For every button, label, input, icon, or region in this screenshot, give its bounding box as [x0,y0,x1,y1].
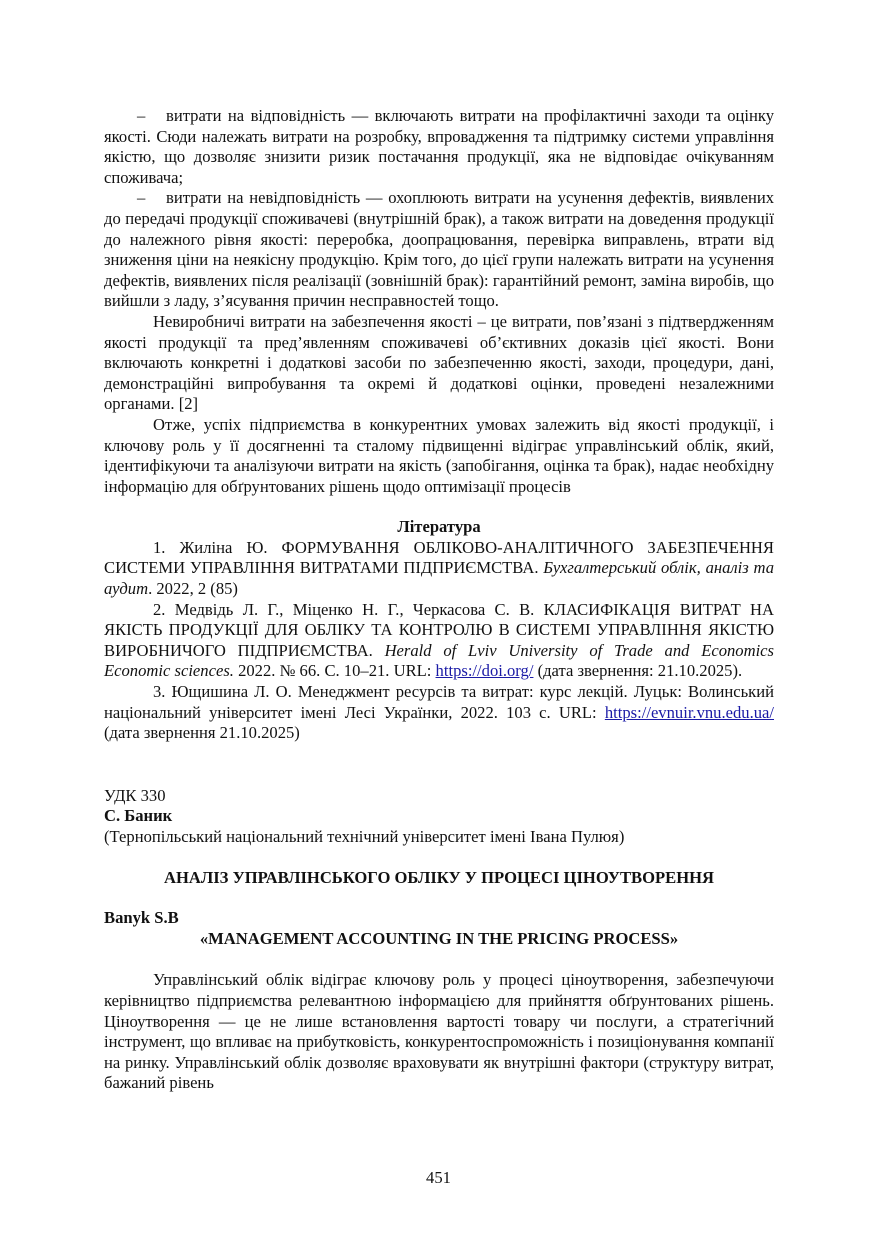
reference-tail: . 2022, 2 (85) [148,579,238,599]
reference-journal: Herald of Lviv University of Trade and Economics Economic sciences. [104,640,775,681]
bullet-text: витрати на невідповідність — охоплюють витрати на усунення дефектів, виявлених до передачі продукції споживачеві (внутрішній брак), а також витрати на доведення продукції до належного рівня якості: переробка, доопрацювання, перевірка виправлень, втрати від зниження ціни на неякісну продукцію. Крім того, до цієї групи належать витрати на усунення дефектів, виявлених після реалізації (зовнішній брак): гарантійний ремонт, заміна виробів, що вийшли з ладу, з’ясування причин несправностей тощо. [104,188,774,311]
article-title-uk: АНАЛІЗ УПРАВЛІНСЬКОГО ОБЛІКУ У ПРОЦЕСІ ЦІНОУТВОРЕННЯ [163,867,715,887]
reference-main: 1. Жиліна Ю. ФОРМУВАННЯ ОБЛІКОВО-АНАЛІТИЧНОГО ЗАБЕЗПЕЧЕННЯ СИСТЕМИ УПРАВЛІННЯ ВИТРАТАМИ ПІДПРИЄМСТВА. [104,537,774,578]
bullet-item-nonconformance-costs [104,188,774,312]
bullet-item-conformance-costs [104,106,774,188]
article-title-en: «MANAGEMENT ACCOUNTING IN THE PRICING PROCESS» [199,928,679,948]
author-name-uk: С. Баник [104,806,173,826]
dash-marker: – [137,188,146,208]
reference-tail: 2022. № 66. С. 10–21. URL: [233,661,436,681]
author-name-en: Banyk S.B [104,908,179,928]
reference-item [104,538,774,600]
bullet-text: витрати на відповідність — включають витрати на профілактичні заходи та оцінку якості. Сюди належать витрати на розробку, впровадження та підтримку системи управління якістю, що дозволяє знизити ризик постачання продукції, яка не відповідає очікуванням споживача; [104,106,774,187]
author-affiliation: (Тернопільський національний технічний університет імені Івана Пулюя) [104,827,625,846]
udk-code: УДК 330 [104,785,166,805]
reference-item [104,682,774,744]
body-paragraph: Невиробничі витрати на забезпечення якості – це витрати, пов’язані з підтвердженням якості продукції та пред’явленням споживачеві об’єктивних доказів цієї якості. Вони включають конкретні і додаткові засоби по забезпеченню якості, заходи, процедури, дані, демонстраційні випробування та окремі й додаткові оцінки, проведені незалежними органами. [2] [104,311,774,414]
reference-url-link[interactable]: https://evnuir.vnu.edu.ua/ [604,702,774,722]
article-body-paragraph: Управлінський облік відіграє ключову роль у процесі ціноутворення, забезпечуючи керівництво підприємства релевантною інформацією для прийняття обґрунтованих рішень. Ціноутворення — це не лише встановлення вартості товару чи послуги, а стратегічний інструмент, що впливає на прибутковість, конкурентоспроможність і позиціонування компанії на ринку. Управлінський облік дозволяє враховувати як внутрішні фактори (структуру витрат, бажаний рівень [104,970,774,1093]
reference-item [104,600,774,682]
page-number: 451 [426,1168,451,1187]
document-page [104,106,774,1094]
reference-main: 3. Ющишина Л. О. Менеджмент ресурсів та витрат: курс лекцій. Луцьк: Волинський національний університет імені Лесі Українки, 2022. 103 с. URL: [104,682,774,722]
reference-access-date: (дата звернення: 21.10.2025). [533,661,743,681]
body-paragraph: Отже, успіх підприємства в конкурентних умовах залежить від якості продукції, і ключову роль у її досягненні та сталому підвищенні відіграє управлінський облік, який, ідентифікуючи та аналізуючи витрати на якість (запобігання, оцінка та брак), надає необхідну інформацію для обґрунтованих рішень щодо оптимізації процесів [104,414,774,496]
dash-marker: – [137,106,146,125]
reference-access-date: (дата звернення 21.10.2025) [104,723,300,743]
reference-main: 2. Медвідь Л. Г., Міценко Н. Г., Черкасова С. В. КЛАСИФІКАЦІЯ ВИТРАТ НА ЯКІСТЬ ПРОДУКЦІЇ ДЛЯ ОБЛІКУ ТА КОНТРОЛЮ В СИСТЕМІ УПРАВЛІННЯ ЯКІСТЮ ВИРОБНИЧОГО ПІДПРИЄМСТВА. [104,599,774,660]
reference-url-link[interactable]: https://doi.org/ [435,661,534,681]
section-spacer [104,744,774,786]
reference-journal: Бухгалтерський облік, аналіз та аудит [104,558,774,599]
literature-heading: Література [397,517,481,537]
